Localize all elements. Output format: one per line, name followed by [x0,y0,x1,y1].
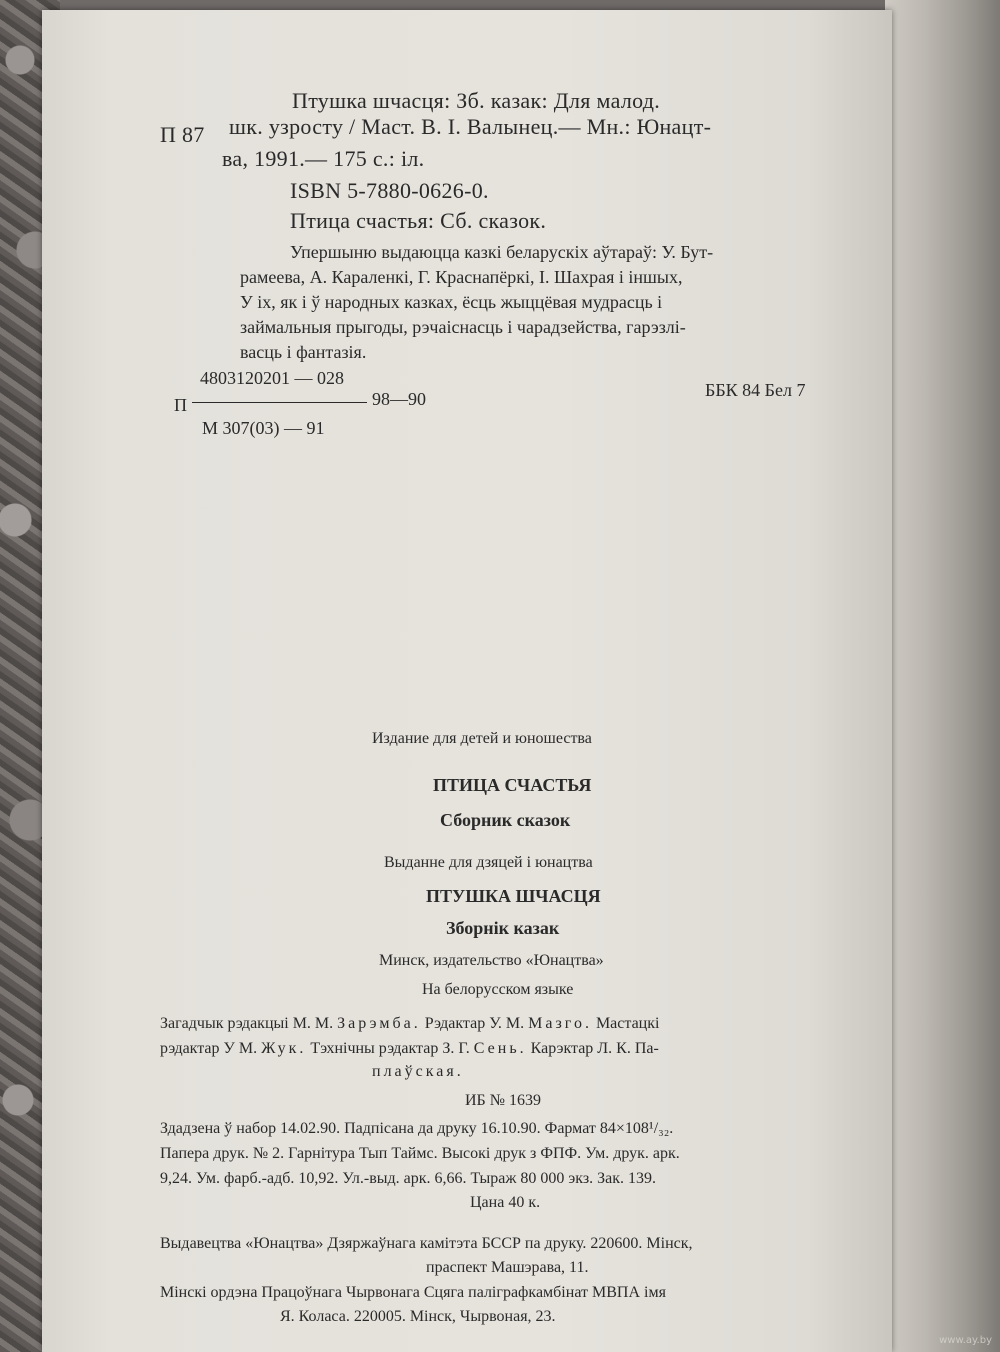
publisher-line-2: праспект Машэрава, 11. [426,1259,589,1276]
staff-label-editor-chief: Загадчык рэдакцыі М. М. [160,1015,334,1032]
formula-numerator: 4803120201 — 028 [200,368,344,388]
watermark-text: www.ay.by [939,1335,992,1346]
printer-line-1: Мінскі ордэна Працоўнага Чырвонага Сцяга паліграфкамбінат МВПА імя [160,1284,666,1301]
abstract-line-3: У іх, як і ў народных казках, ёсць жыццёвая мудрасць і [240,292,663,312]
next-page-edge [885,0,1000,1352]
ru-book-title: ПТИЦА СЧАСТЬЯ [433,775,592,795]
ru-edition-note: Издание для детей и юношества [372,730,592,747]
print-line-2: Папера друк. № 2. Гарнітура Тып Таймс. Высокі друк з ФПФ. Ум. друк. арк. [160,1145,680,1162]
printer-line-2: Я. Коласа. 220005. Мінск, Чырвоная, 23. [280,1308,556,1325]
formula-fraction-line [192,402,367,403]
isbn: ISBN 5-7880-0626-0. [290,178,489,203]
book-page [42,10,892,1352]
staff-label-art-editor: рэдактар У М. [160,1040,258,1057]
abstract-line-5: васць і фантазія. [240,342,367,362]
staff-name-zhuk: Жук. [261,1040,307,1057]
staff-name-mazgo: Мазго. [528,1015,592,1032]
formula-prefix: П [174,395,187,415]
catalog-line-3: ва, 1991.— 175 с.: іл. [222,146,425,171]
staff-name-zaremba: Зарэмба. [337,1015,421,1032]
print-line-1: Здадзена ў набор 14.02.90. Падпісана да друку 16.10.90. Фармат 84×108¹/₃₂. [160,1120,674,1137]
ib-number: ИБ № 1639 [465,1092,542,1109]
catalog-line-1: Птушка шчасця: Зб. казак: Для малод. [292,88,661,113]
print-line-3: 9,24. Ум. фарб.-адб. 10,92. Ул.-выд. арк. 6,66. Тыраж 80 000 экз. Зак. 139. [160,1170,657,1187]
catalog-line-2: шк. узросту / Маст. В. І. Валынец.— Мн.: Юнацт- [229,114,712,139]
bbk-code: ББК 84 Бел 7 [705,380,806,400]
staff-line-2 [160,1041,659,1057]
abstract-line-2: рамеева, А. Караленкі, Г. Краснапёркі, І. Шахрая і іншых, [240,267,683,287]
staff-label-proof: Карэктар Л. К. Па- [530,1040,659,1057]
ru-book-subtitle: Сборник сказок [440,810,571,830]
formula-denominator: М 307(03) — 91 [202,418,325,438]
catalog-ru-title: Птица счастья: Сб. сказок. [290,208,547,233]
catalog-code: П 87 [160,122,205,147]
by-book-subtitle: Зборнік казак [446,918,560,938]
publisher-line-1: Выдавецтва «Юнацтва» Дзяржаўнага камітэта БССР па друку. 220600. Мінск, [160,1235,693,1252]
staff-name-sen: Сень. [473,1040,527,1057]
staff-label-tech: Тэхнічны рэдактар З. Г. [310,1040,470,1057]
ru-publisher: Минск, издательство «Юнацтва» [379,952,604,969]
abstract-line-4: займальныя прыгоды, рэчаіснасць і чарадзейства, гарэзлі- [240,317,686,337]
by-edition-note: Выданне для дзяцей і юнацтва [384,854,593,871]
abstract-line-1: Упершыню выдаюцца казкі беларускіх аўтараў: У. Бут- [290,242,714,262]
price: Цана 40 к. [470,1194,541,1211]
language-note: На белорусском языке [422,981,574,998]
by-book-title: ПТУШКА ШЧАСЦЯ [426,886,601,906]
formula-mid: 98—90 [372,389,426,409]
staff-label-art: Мастацкі [595,1015,660,1032]
staff-line-1 [160,1016,659,1032]
staff-line-3: плаўская. [372,1063,464,1080]
staff-label-editor: Рэдактар У. М. [424,1015,525,1032]
